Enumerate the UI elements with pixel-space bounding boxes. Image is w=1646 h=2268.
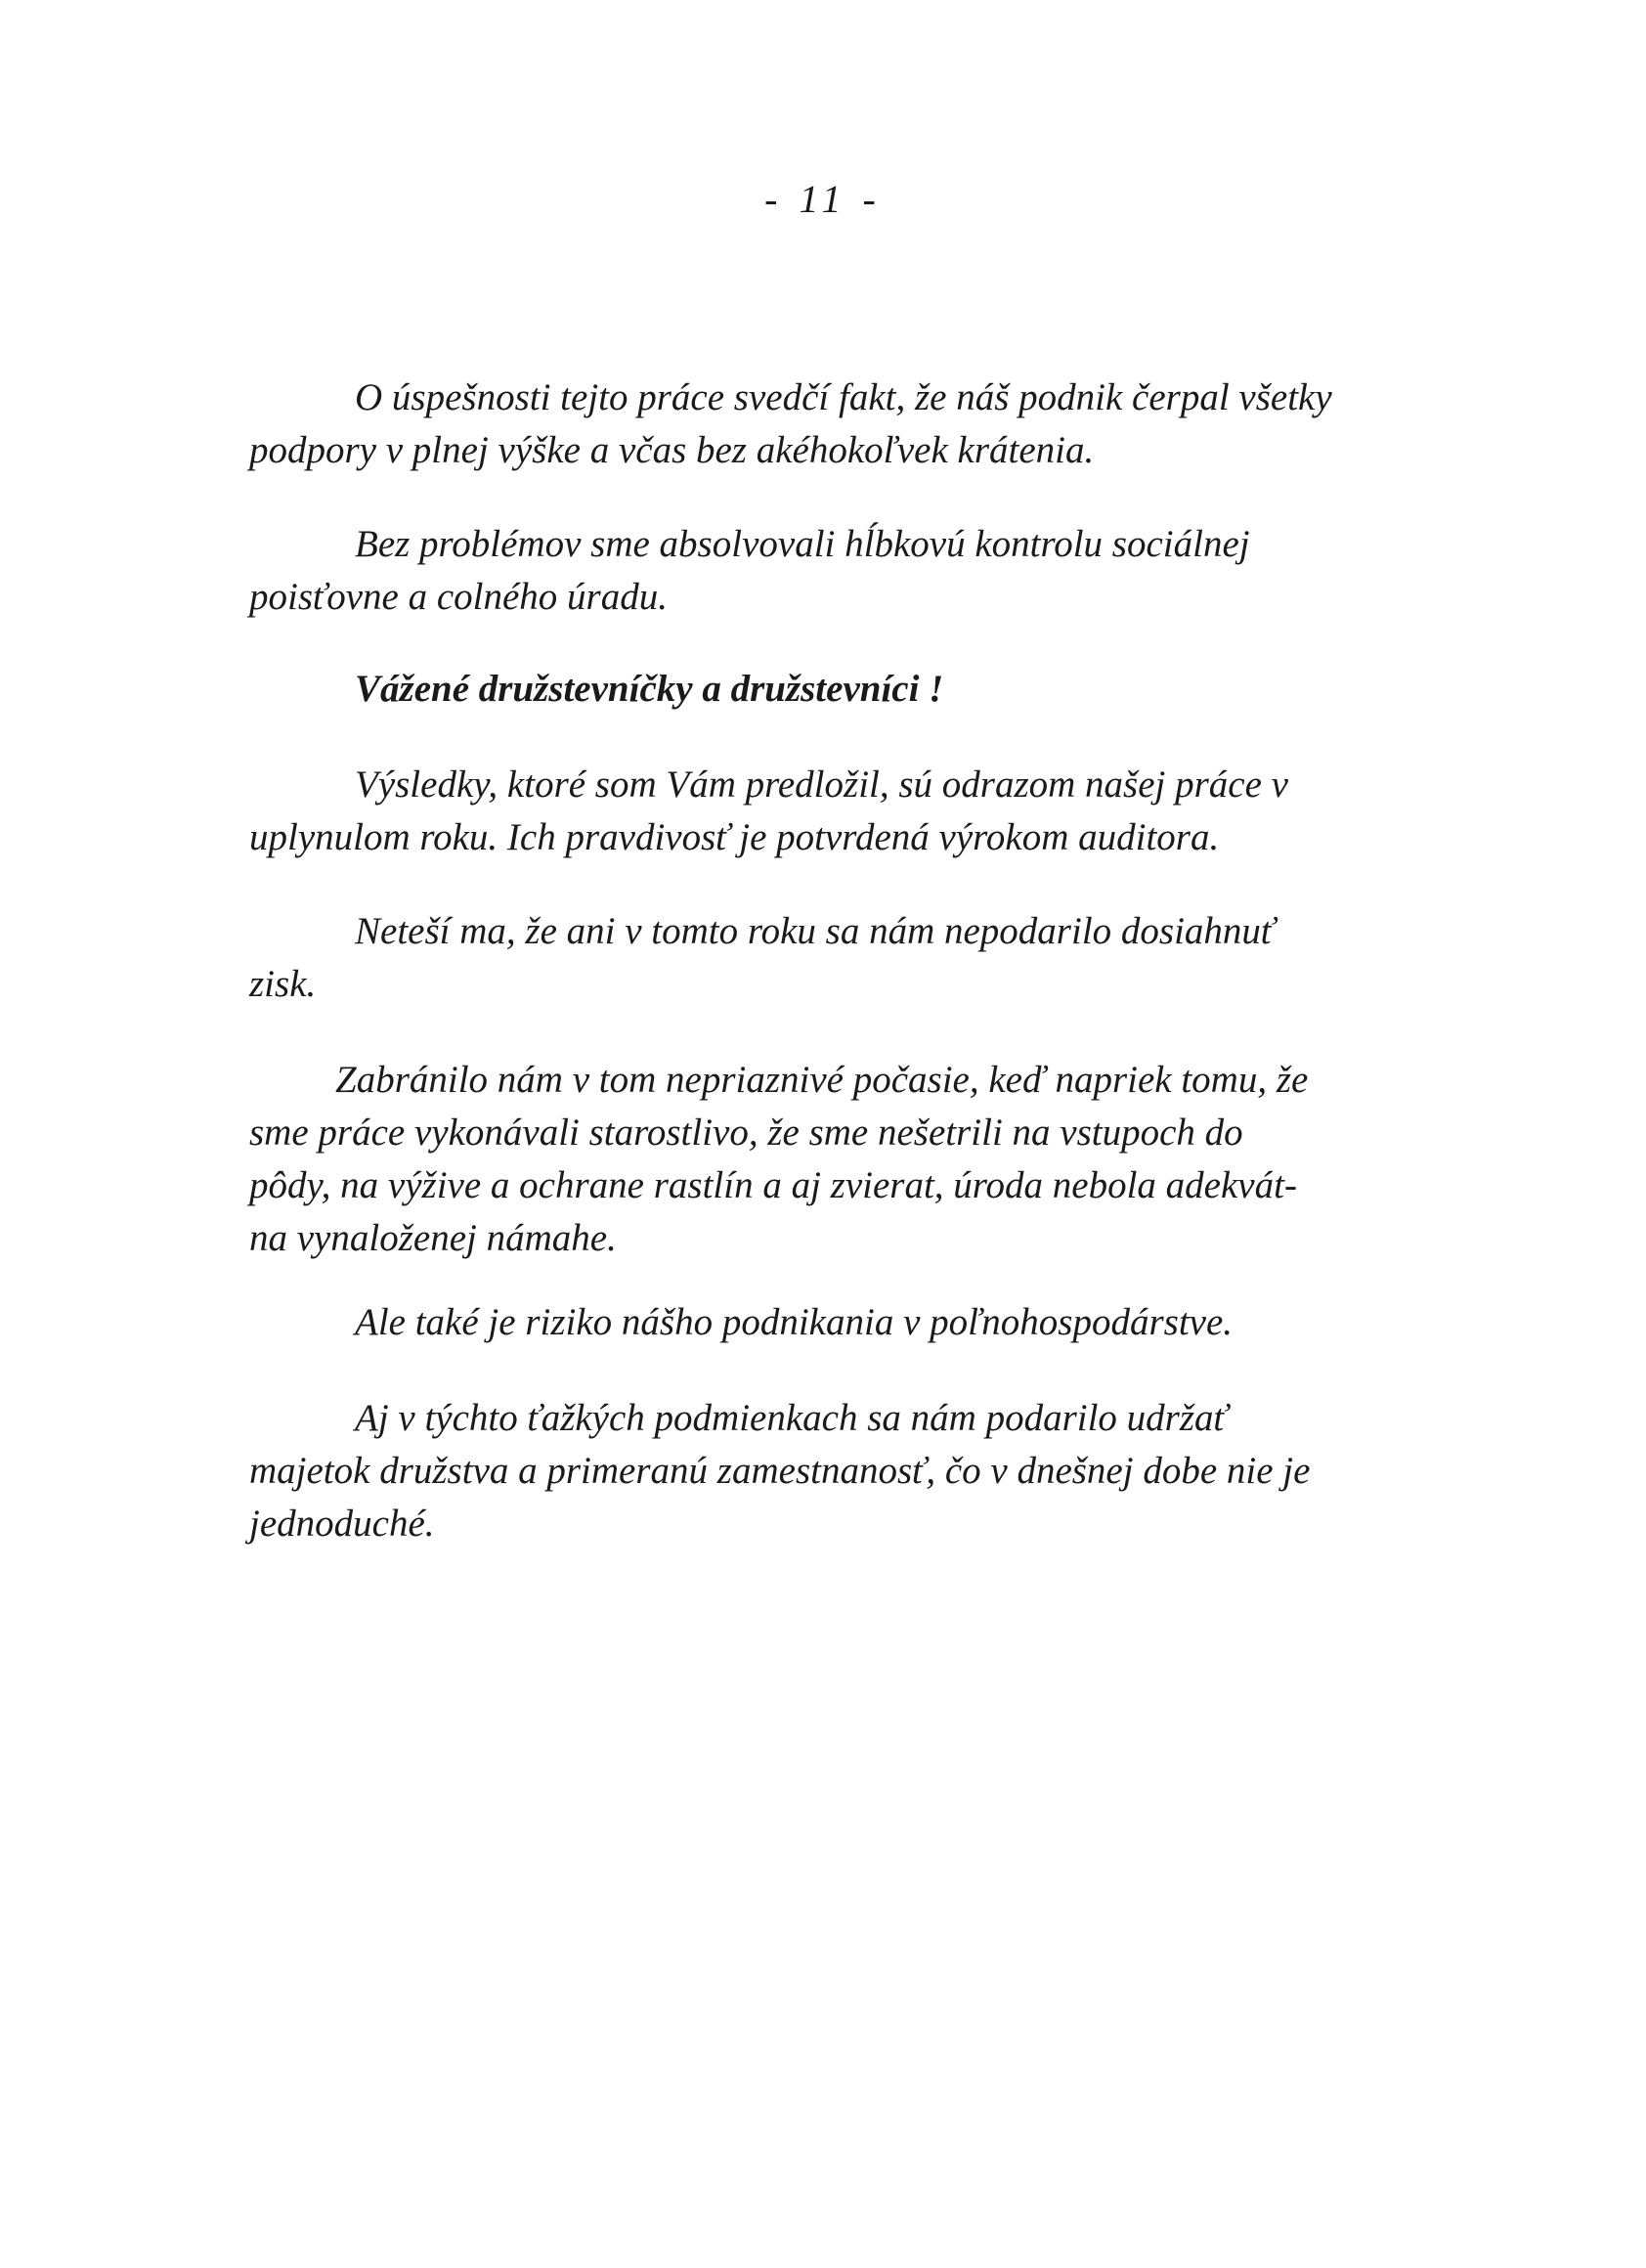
paragraph-line: majetok družstva a primeranú zamestnanosť, čo v dnešnej dobe nie je xyxy=(249,1450,1311,1492)
paragraph-line: pôdy, na výžive a ochrane rastlín a aj zvierat, úroda nebola adekvát- xyxy=(249,1164,1297,1206)
paragraph-2 xyxy=(249,518,1500,624)
paragraph-5 xyxy=(249,905,1500,1011)
paragraph-line: sme práce vykonávali starostlivo, že sme nešetrili na vstupoch do xyxy=(249,1112,1243,1154)
paragraph-line: Zabránilo nám v tom nepriaznivé počasie, keď napriek tomu, že xyxy=(335,1059,1309,1101)
paragraph-line: Bez problémov sme absolvovali hĺbkovú kontrolu sociálnej xyxy=(355,523,1250,565)
page-number: - 11 - xyxy=(764,177,882,221)
paragraph-line: uplynulom roku. Ich pravdivosť je potvrdená výrokom auditora. xyxy=(249,816,1220,858)
paragraph-line: O úspešnosti tejto práce svedčí fakt, že náš podnik čerpal všetky xyxy=(355,376,1332,418)
paragraph-line: poisťovne a colného úradu. xyxy=(249,576,668,618)
paragraph-line: zisk. xyxy=(249,963,317,1005)
paragraph-6 xyxy=(249,1054,1500,1265)
paragraph-line: Ale také je riziko nášho podnikania v poľnohospodárstve. xyxy=(355,1301,1234,1343)
paragraph-1 xyxy=(249,371,1500,477)
salutation xyxy=(249,663,1500,716)
salutation-line: Vážené družstevníčky a družstevníci ! xyxy=(355,668,944,710)
paragraph-line: Výsledky, ktoré som Vám predložil, sú odrazom našej práce v xyxy=(355,763,1288,806)
paragraph-line: jednoduché. xyxy=(249,1503,435,1545)
paragraph-line: Aj v týchto ťažkých podmienkach sa nám podarilo udržať xyxy=(355,1397,1228,1439)
paragraph-line: Neteší ma, že ani v tomto roku sa nám nepodarilo dosiahnuť xyxy=(355,910,1276,952)
paragraph-line: na vynaloženej námahe. xyxy=(249,1217,617,1259)
paragraph-4 xyxy=(249,759,1500,864)
paragraph-7 xyxy=(249,1296,1500,1349)
paragraph-8 xyxy=(249,1392,1500,1550)
paragraph-line: podpory v plnej výške a včas bez akéhokoľvek krátenia. xyxy=(249,429,1095,471)
